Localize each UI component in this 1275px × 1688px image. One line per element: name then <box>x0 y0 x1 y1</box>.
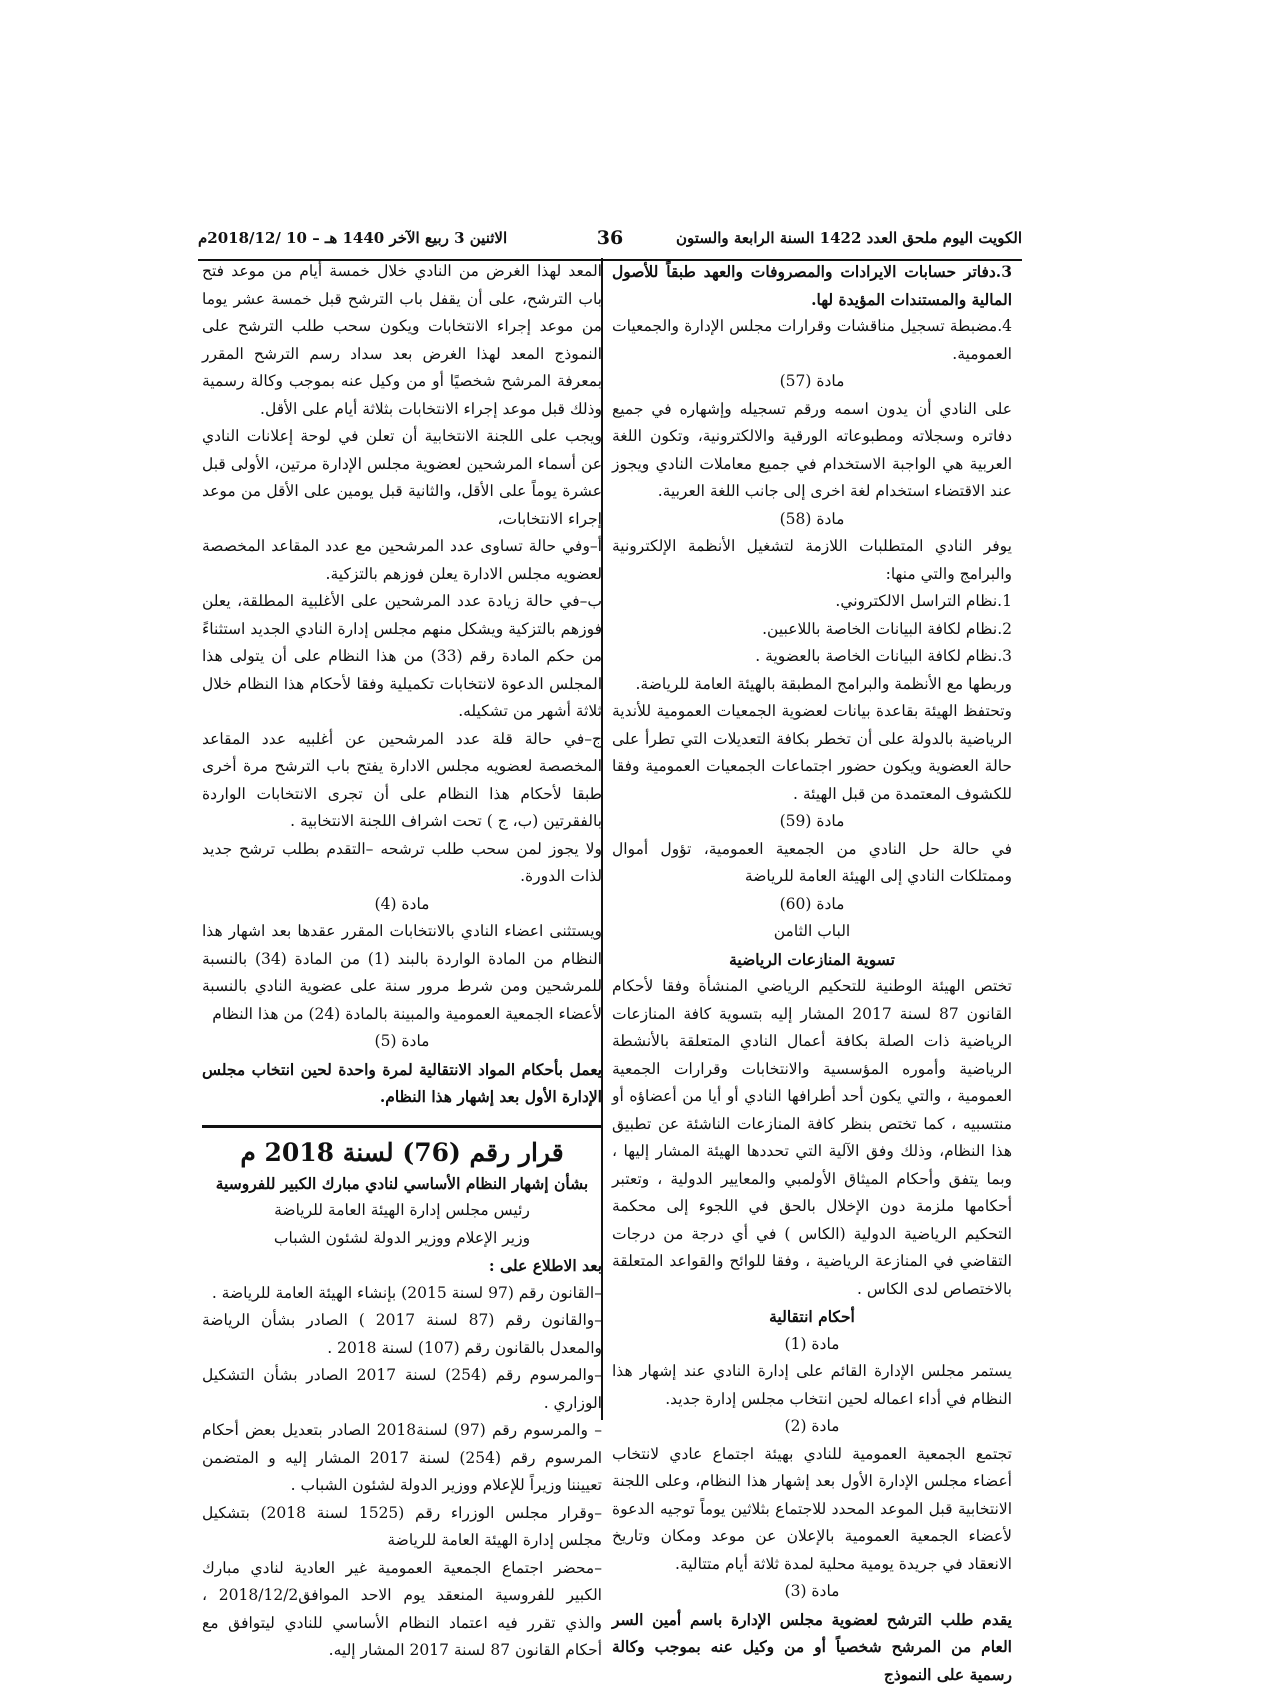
left-column <box>202 258 602 1418</box>
list-item: 1.نظام التراسل الالكتروني. <box>612 588 1012 616</box>
issue-date: الاثنين 3 ربيع الآخر 1440 هـ – 10 /2018/12م <box>198 229 507 247</box>
paragraph: يعمل بأحكام المواد الانتقالية لمرة واحدة لحين انتخاب مجلس الإدارة الأول بعد إشهار هذا النظام. <box>202 1056 602 1111</box>
paragraph: وتحتفظ الهيئة بقاعدة بيانات لعضوية الجمعيات العمومية للأندية الرياضية بالدولة على أن تخطر بكافة التعديلات التي تطرأ على حالة العضوية ويكون حضور اجتماعات الجمعيات العمومية وفقا للكشوف المعتمدة من قبل الهيئة . <box>612 698 1012 808</box>
article-heading: مادة (57) <box>612 368 1012 396</box>
paragraph: ولا يجوز لمن سحب طلب ترشحه –التقدم بطلب ترشح جديد لذات الدورة. <box>202 836 602 891</box>
article-heading: مادة (58) <box>612 506 1012 534</box>
paragraph: في حالة حل النادي من الجمعية العمومية، تؤول أموال وممتلكات النادي إلى الهيئة العامة للرياضة <box>612 836 1012 891</box>
paragraph: على النادي أن يدون اسمه ورقم تسجيله وإشهاره في جميع دفاتره وسجلاته ومطبوعاته الورقية والالكترونية، وتكون اللغة العربية هي الواجبة الاستخدام في جميع معاملات النادي ويجوز عند الاقتضاء استخدام لغة اخرى إلى جانب اللغة العربية. <box>612 396 1012 506</box>
article-heading: مادة (4) <box>202 891 602 919</box>
reference-item: –القانون رقم (97 لسنة 2015) بإنشاء الهيئة العامة للرياضة . <box>202 1280 602 1308</box>
article-heading: مادة (59) <box>612 808 1012 836</box>
journal-issue: الكويت اليوم ملحق العدد 1422 السنة الرابعة والستون <box>676 229 1022 247</box>
paragraph: تختص الهيئة الوطنية للتحكيم الرياضي المنشأة وفقا لأحكام القانون 87 لسنة 2017 المشار إليه بتسوية كافة المنازعات الرياضية ذات الصلة بكافة أعمال النادي المتعلقة بالأنشطة الرياضية وأموره المؤسسية والانتخابات وقرارات الجمعية العمومية ، والتي يكون أحد أطرافها النادي أو أيا من أعضاؤه أو منتسبيه ، كما تختص بنظر كافة المنازعات الناشئة عن تطبيق هذا النظام، وذلك وفق الآلية التي تحددها الهيئة المشار إليها ، وبما يتفق وأحكام الميثاق الأولمبي والمعايير الدولية ، وتعتبر أحكامها ملزمة دون الإخلال بالحق في اللجوء إلى محكمة التحكيم الرياضية الدولية (الكاس ) في أي درجة من درجات التقاضي في المنازعة الرياضية ، وفقا للوائح والقواعد المتعلقة بالاختصاص لدى الكاس . <box>612 973 1012 1303</box>
page-header <box>198 227 1022 261</box>
reference-item: –محضر اجتماع الجمعية العمومية غير العادية لنادي مبارك الكبير للفروسية المنعقد يوم الاحد الموافق2018/12/2 ، والذي تقرر فيه اعتماد النظام الأساسي للنادي ليتوافق مع أحكام القانون 87 لسنة 2017 المشار إليه. <box>202 1555 602 1665</box>
paragraph: يستمر مجلس الإدارة القائم على إدارة النادي عند إشهار هذا النظام في أداء اعماله لحين انتخاب مجلس إدارة جديد. <box>612 1358 1012 1413</box>
section-rule <box>202 1125 602 1128</box>
article-heading: مادة (60) <box>612 891 1012 919</box>
paragraph: 3.دفاتر حسابات الايرادات والمصروفات والعهد طبقاً للأصول المالية والمستندات المؤيدة لها. <box>612 258 1012 313</box>
paragraph: المعد لهذا الغرض من النادي خلال خمسة أيام من موعد فتح باب الترشح، على أن يقفل باب الترشح قبل خمسة عشر يوما من موعد إجراء الانتخابات ويكون سحب طلب الترشح على النموذج المعد لهذا الغرض بعد سداد رسم الترشح المقرر بمعرفة المرشح شخصيًا أو من وكيل عنه بموجب وكالة رسمية وذلك قبل موعد إجراء الانتخابات بثلاثة أيام على الأقل. <box>202 258 602 423</box>
paragraph: ب–في حالة زيادة عدد المرشحين على الأغلبية المطلقة، يعلن فوزهم بالتزكية ويشكل منهم مجلس إدارة النادي الجديد استثناءً من حكم المادة رقم (33) من هذا النظام على أن يتولى هذا المجلس الدعوة لانتخابات تكميلية وفقا لأحكام هذا النظام خلال ثلاثة أشهر من تشكيله. <box>202 588 602 726</box>
issuer-line: وزير الإعلام ووزير الدولة لشئون الشباب <box>202 1225 602 1253</box>
paragraph: أ–وفي حالة تساوى عدد المرشحين مع عدد المقاعد المخصصة لعضويه مجلس الادارة يعلن فوزهم بالتزكية. <box>202 533 602 588</box>
decision-title: قرار رقم (76) لسنة 2018 م <box>202 1136 602 1170</box>
article-heading: مادة (3) <box>612 1578 1012 1606</box>
reference-item: –والمرسوم رقم (254) لسنة 2017 الصادر بشأن التشكيل الوزاري . <box>202 1362 602 1417</box>
paragraph: يوفر النادي المتطلبات اللازمة لتشغيل الأنظمة الإلكترونية والبرامج والتي منها: <box>612 533 1012 588</box>
page-number: 36 <box>580 227 640 249</box>
article-heading: مادة (1) <box>612 1331 1012 1359</box>
article-heading: مادة (2) <box>612 1413 1012 1441</box>
list-item: 3.نظام لكافة البيانات الخاصة بالعضوية . <box>612 643 1012 671</box>
paragraph: وربطها مع الأنظمة والبرامج المطبقة بالهيئة العامة للرياضة. <box>612 671 1012 699</box>
review-heading: بعد الاطلاع على : <box>202 1252 602 1280</box>
right-column <box>612 258 1012 1418</box>
chapter-heading: الباب الثامن <box>612 918 1012 946</box>
reference-item: –والقانون رقم (87 لسنة 2017 ) الصادر بشأن الرياضة والمعدل بالقانون رقم (107) لسنة 2018 . <box>202 1307 602 1362</box>
article-heading: مادة (5) <box>202 1028 602 1056</box>
paragraph: ويجب على اللجنة الانتخابية أن تعلن في لوحة إعلانات النادي عن أسماء المرشحين لعضوية مجلس الإدارة مرتين، الأولى قبل عشرة يوماً على الأقل، والثانية قبل يومين على الأقل من موعد إجراء الانتخابات، <box>202 423 602 533</box>
decision-subject: بشأن إشهار النظام الأساسي لنادي مبارك الكبير للفروسية <box>202 1170 602 1198</box>
paragraph: يقدم طلب الترشح لعضوية مجلس الإدارة باسم أمين السر العام من المرشح شخصياً أو من وكيل عنه بموجب وكالة رسمية على النموذج <box>612 1606 1012 1688</box>
paragraph: 4.مضبطة تسجيل مناقشات وقرارات مجلس الإدارة والجمعيات العمومية. <box>612 313 1012 368</box>
issuer-line: رئيس مجلس إدارة الهيئة العامة للرياضة <box>202 1197 602 1225</box>
reference-item: –وقرار مجلس الوزراء رقم (1525 لسنة 2018) بتشكيل مجلس إدارة الهيئة العامة للرياضة <box>202 1500 602 1555</box>
chapter-title: تسوية المنازعات الرياضية <box>612 946 1012 974</box>
list-item: 2.نظام لكافة البيانات الخاصة باللاعبين. <box>612 616 1012 644</box>
section-heading: أحكام انتقالية <box>612 1303 1012 1331</box>
paragraph: ويستثنى اعضاء النادي بالانتخابات المقرر عقدها بعد اشهار هذا النظام من المادة الواردة بالبند (1) من المادة (34) بالنسبة للمرشحين ومن شرط مرور سنة على عضوية النادي بالنسبة لأعضاء الجمعية العمومية والمبينة بالمادة (24) من هذا النظام <box>202 918 602 1028</box>
paragraph: تجتمع الجمعية العمومية للنادي بهيئة اجتماع عادي لانتخاب أعضاء مجلس الإدارة الأول بعد إشهار هذا النظام، وعلى اللجنة الانتخابية قبل الموعد المحدد للاجتماع بثلاثين يوماً توجيه الدعوة لأعضاء الجمعية العمومية بالإعلان عن موعد ومكان وتاريخ الانعقاد في جريدة يومية محلية لمدة ثلاثة أيام متتالية. <box>612 1441 1012 1579</box>
reference-item: – والمرسوم رقم (97) لسنة2018 الصادر بتعديل بعض أحكام المرسوم رقم (254) لسنة 2017 المشار إليه و المتضمن تعييننا وزيراً للإعلام ووزير الدولة لشئون الشباب . <box>202 1417 602 1500</box>
paragraph: ج–في حالة قلة عدد المرشحين عن أغلبيه عدد المقاعد المخصصة لعضويه مجلس الادارة يفتح باب الترشح مرة أخرى طبقا لأحكام هذا النظام على أن تجرى الانتخابات الواردة بالفقرتين (ب، ج ) تحت اشراف اللجنة الانتخابية . <box>202 726 602 836</box>
